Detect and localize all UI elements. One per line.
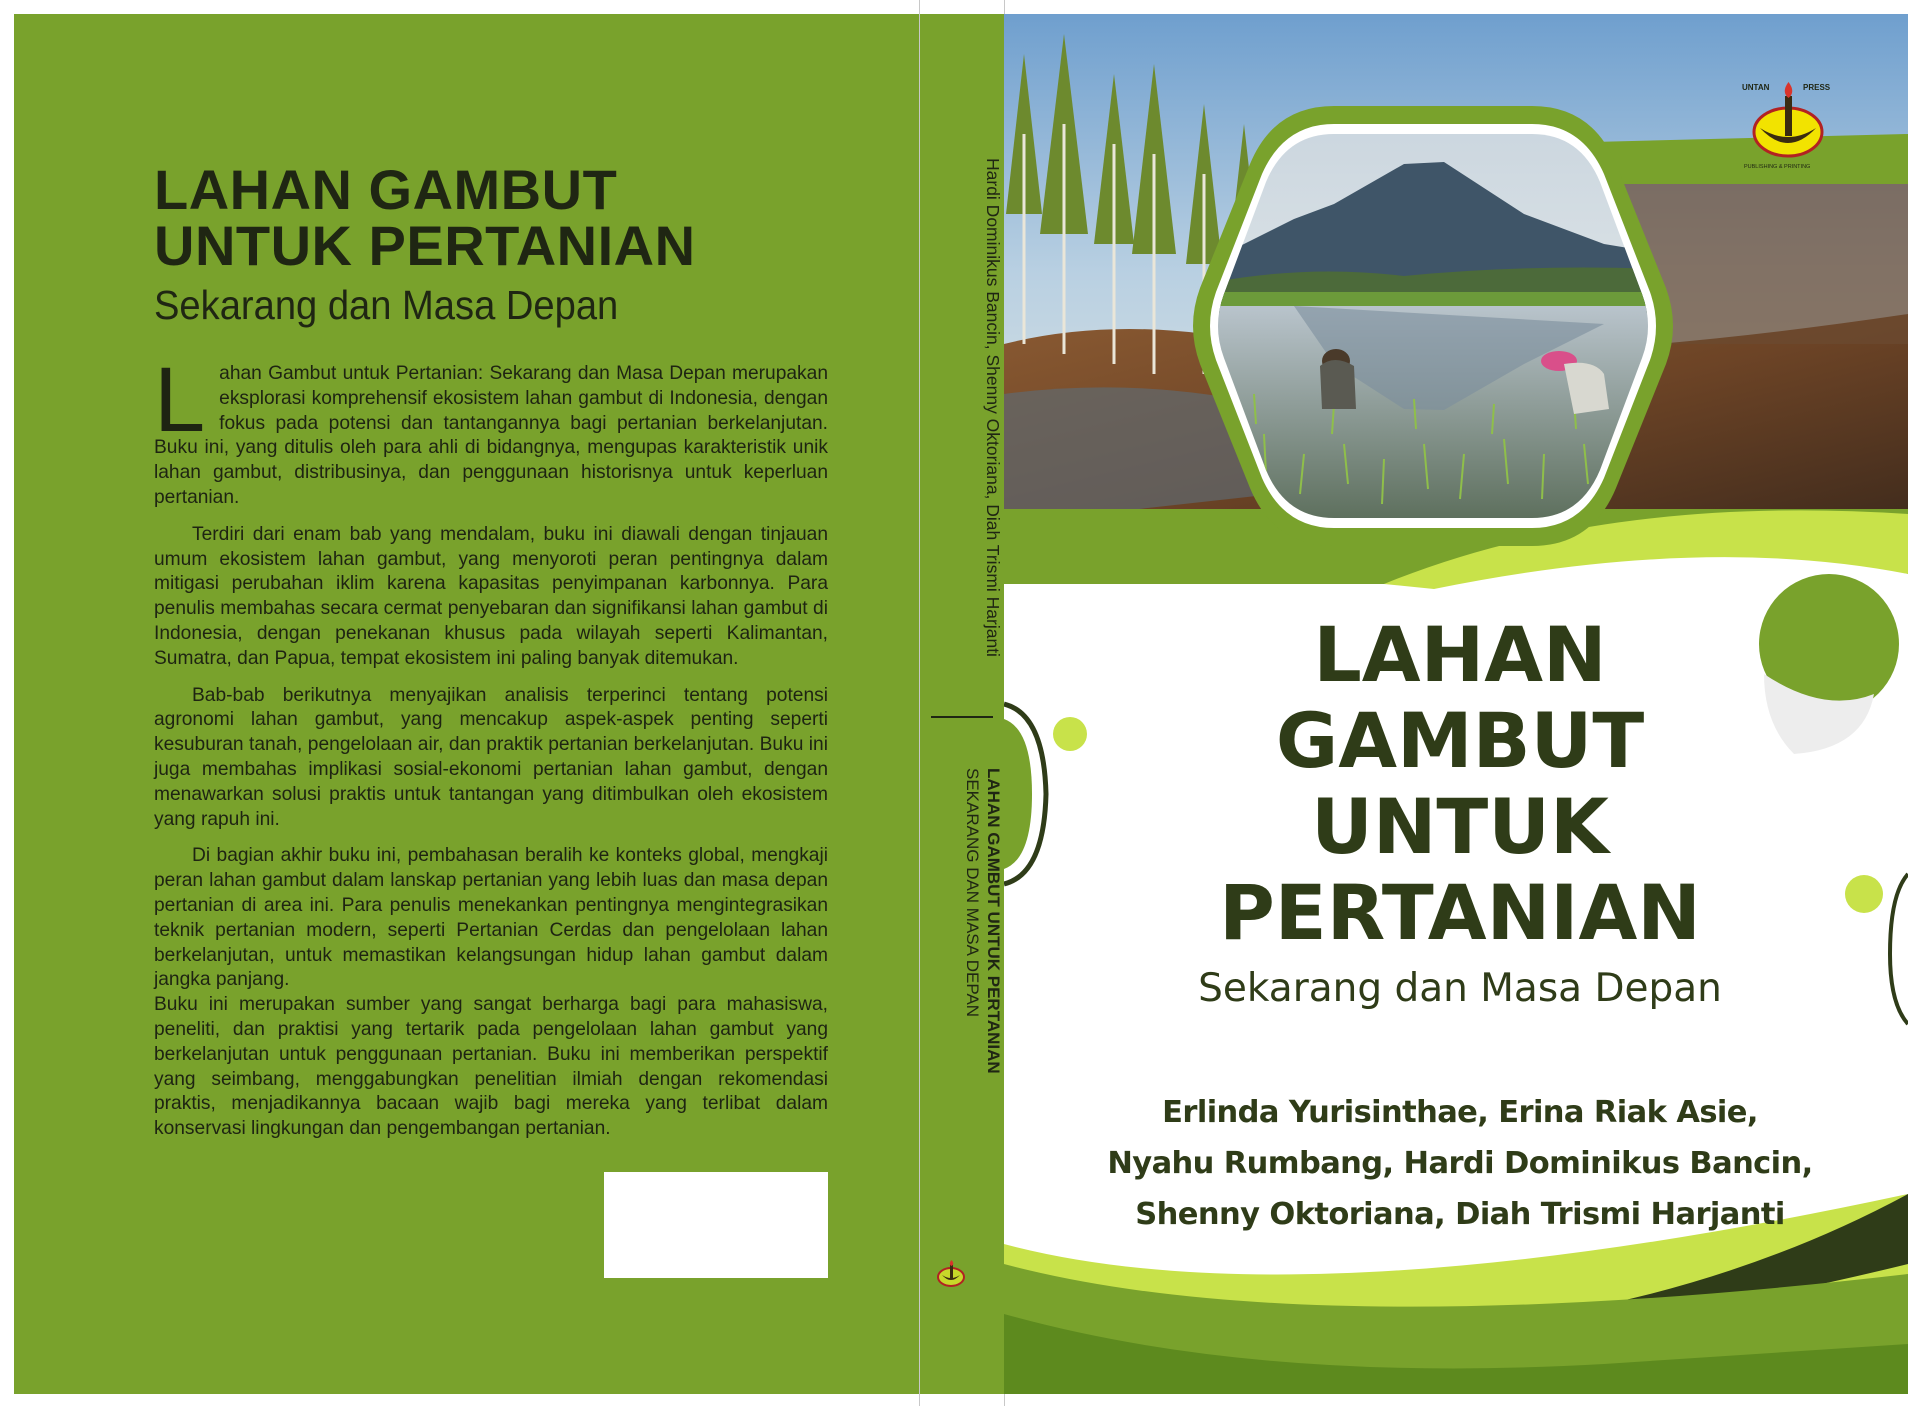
back-title-line1: LAHAN GAMBUT (154, 158, 618, 221)
blurb-paragraph-5: Buku ini merupakan sumber yang sangat berharga bagi para mahasiswa, peneliti, dan praktisi yang tertarik pada pengelolaan lahan gambut yang berkelanjutan untuk penggunaan pertanian. Buku ini memberikan perspektif yang seimbang, menggabungkan penelitian ilmiah dengan rekomendasi praktis, menjadikannya bacaan wajib bagi mereka yang terlibat dalam konservasi lingkungan dan pengembangan pertanian. (154, 994, 828, 1140)
blurb-paragraph-4: Di bagian akhir buku ini, pembahasan beralih ke konteks global, mengkaji peran lahan gambut dalam lanskap pertanian yang lebih luas dan masa depan pertanian di area ini. Para penulis menekankan pentingnya mengintegrasikan teknik pertanian modern, seperti Pertanian Cerdas dan pengelolaan lahan berkelanjutan, untuk memastikan kelangsungan hidup lahan gambut dalam jangka panjang. (154, 845, 828, 991)
front-title-line2: GAMBUT (1275, 696, 1645, 785)
spine-title-block (958, 768, 1004, 1188)
spine-publisher-logo-icon (936, 1258, 970, 1292)
back-cover-blurb (154, 349, 828, 1154)
front-cover-subtitle: Sekarang dan Masa Depan (1198, 966, 1722, 1011)
hexagon-photo (1204, 124, 1664, 526)
drop-cap: L (154, 349, 206, 451)
back-cover-subtitle: Sekarang dan Masa Depan (154, 282, 619, 328)
spine-fold-left (919, 0, 920, 1406)
spine-divider (931, 716, 993, 718)
authors-line3: Shenny Oktoriana, Diah Trismi Harjanti (1135, 1197, 1785, 1232)
front-title-line1: LAHAN (1313, 610, 1607, 699)
publisher-name-left: UNTAN (1742, 83, 1770, 92)
front-cover-authors (1080, 1087, 1840, 1240)
blurb-paragraph-3: Bab-bab berikutnya menyajikan analisis terperinci tentang potensi agronomi lahan gambut, yang mencakup aspek-aspek penting seperti kesuburan tanah, pengelolaan air, dan praktik pertanian berkelanjutan. Buku ini juga membahas implikasi sosial-ekonomi pertanian lahan gambut, dengan menawarkan solusi praktis untuk tantangan yang ditimbulkan oleh ekosistem yang rapuh ini. (154, 684, 828, 830)
publisher-tagline: PUBLISHING & PRINTING (1744, 164, 1811, 170)
blurb-paragraph-1 (154, 349, 828, 511)
spine-authors-line2: Hardi Dominikus Bancin, Shenny Oktoriana, Diah Trismi Harjanti (983, 158, 1003, 657)
barcode-placeholder (604, 1172, 828, 1278)
back-cover-title (154, 158, 696, 277)
small-lime-dot (1053, 717, 1087, 751)
spine-subtitle: SEKARANG DAN MASA DEPAN (963, 768, 982, 1018)
spine-title: LAHAN GAMBUT UNTUK PERTANIAN (984, 768, 1003, 1074)
front-title-line3: UNTUK (1311, 782, 1609, 871)
front-cover-title (1120, 612, 1800, 956)
back-title-line2: UNTUK PERTANIAN (154, 214, 696, 277)
publisher-name-right: PRESS (1803, 83, 1831, 92)
blurb-paragraph-1-text: ahan Gambut untuk Pertanian: Sekarang dan Masa Depan merupakan eksplorasi komprehensif ekosistem lahan gambut di Indonesia, dengan fokus pada potensi dan tantangannya bagi pertanian berkelanjutan. Buku ini, yang ditulis oleh para ahli di bidangnya, mengupas karakteristik unik lahan gambut, distribusinya, dan penggunaan historisnya untuk keperluan pertanian. (154, 363, 828, 508)
blurb-paragraph-2: Terdiri dari enam bab yang mendalam, buku ini diawali dengan tinjauan umum ekosistem lahan gambut, yang menyoroti peran pentingnya dalam mitigasi perubahan iklim karena kapasitas penyimpanan karbonnya. Para penulis membahas secara cermat penyebaran dan signifikansi lahan gambut di Indonesia, dengan penekanan khusus pada wilayah seperti Kalimantan, Sumatra, dan Papua, tempat ekosistem ini paling banyak ditemukan. (154, 523, 828, 669)
authors-line1: Erlinda Yurisinthae, Erina Riak Asie, (1162, 1095, 1758, 1130)
front-title-line4: PERTANIAN (1219, 868, 1701, 957)
right-lime-dot (1845, 875, 1883, 913)
publisher-logo (1740, 70, 1840, 180)
authors-line2: Nyahu Rumbang, Hardi Dominikus Bancin, (1107, 1146, 1813, 1181)
